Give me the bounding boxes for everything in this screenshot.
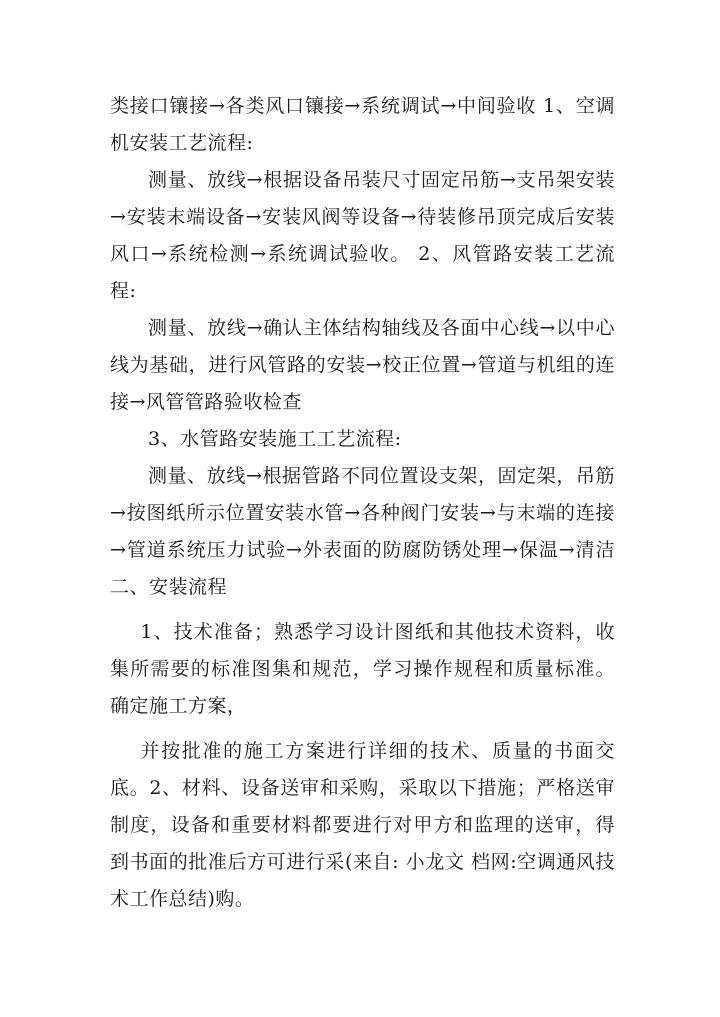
paragraph-6: 1、技术准备；熟悉学习设计图纸和其他技术资料，收集所需要的标准图集和规范，学习操作规程和质量标准。确定施工方案， [110, 621, 615, 717]
document-body [110, 88, 615, 918]
paragraph-4: 3、水管路安装施工工艺流程: [148, 428, 402, 450]
paragraph-1: 类接口镶接→各类风口镶接→系统调试→中间验收 1、空调机安装工艺流程: [110, 95, 615, 154]
paragraph-2: 测量、放线→根据设备吊装尺寸固定吊筋→支吊架安装→安装末端设备→安装风阀等设备→待装修吊顶完成后安装风口→系统检测→系统调试验收。 2、风管路安装工艺流程: [110, 169, 615, 302]
paragraph-3: 测量、放线→确认主体结构轴线及各面中心线→以中心线为基础，进行风管路的安装→校正位置→管道与机组的连接→风管管路验收检查 [110, 317, 615, 413]
paragraph-5: 测量、放线→根据管路不同位置设支架，固定架，吊筋→按图纸所示位置安装水管→各种阀门安装→与末端的连接→管道系统压力试验→外表面的防腐防锈处理→保温→清洁 二、安装流程 [110, 465, 615, 598]
paragraph-7: 并按批准的施工方案进行详细的技术、质量的书面交底。2、材料、设备送审和采购，采取以下措施；严格送审制度，设备和重要材料都要进行对甲方和监理的送审，得到书面的批准后方可进行采(来自: 小龙文 档网:空调通风技术工作总结)购。 [110, 740, 615, 910]
